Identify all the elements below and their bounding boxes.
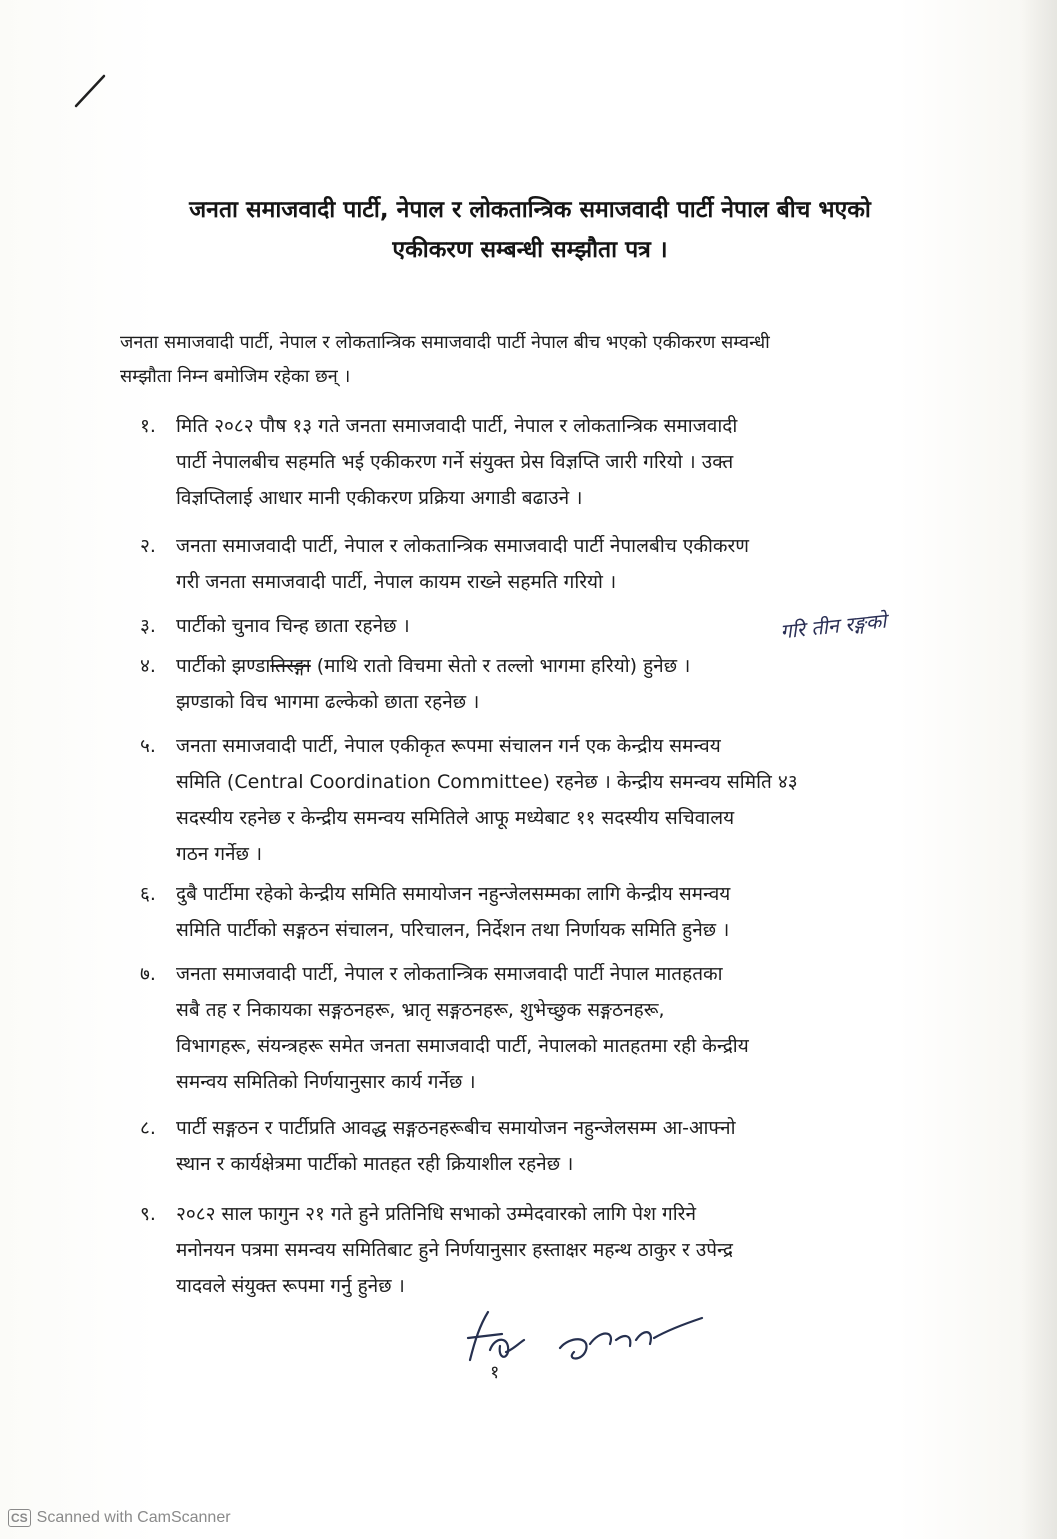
item-line: सदस्यीय रहनेछ र केन्द्रीय समन्वय समितिले आफू मध्येबाट ११ सदस्यीय सचिवालय <box>176 807 735 829</box>
item-line: झण्डाको विच भागमा ढल्केको छाता रहनेछ । <box>176 691 480 713</box>
watermark-label: Scanned with CamScanner <box>36 1509 231 1526</box>
item-line-end: (माथि रातो विचमा सेतो र तल्लो भागमा हरियो) हुनेछ । <box>310 655 691 677</box>
item-number: ४. <box>140 655 156 677</box>
item-line: दुबै पार्टीमा रहेको केन्द्रीय समिति समायोजन नहुन्जेलसम्मका लागि केन्द्रीय समन्वय <box>176 883 731 905</box>
title-line: जनता समाजवादी पार्टी, नेपाल र लोकतान्त्रिक समाजवादी पार्टी नेपाल बीच भएको <box>189 197 871 223</box>
agreement-item-6 <box>140 876 930 948</box>
item-line: पार्टी नेपालबीच सहमति भई एकीकरण गर्ने संयुक्त प्रेस विज्ञप्ति जारी गरियो । उक्त <box>176 451 734 473</box>
item-line: मिति २०८२ पौष १३ गते जनता समाजवादी पार्टी, नेपाल र लोकतान्त्रिक समाजवादी <box>176 415 738 437</box>
struck-word: तिरङ्गा <box>270 655 311 677</box>
page-edge-shadow <box>1021 0 1057 1539</box>
item-number: ६. <box>140 883 156 905</box>
scanner-watermark <box>8 1506 231 1530</box>
intro-line: सम्झौता निम्न बमोजिम रहेका छन् । <box>120 366 351 387</box>
item-line: पार्टी सङ्गठन र पार्टीप्रति आवद्ध सङ्गठनहरूबीच समायोजन नहुन्जेलसम्म आ-आफ्नो <box>176 1117 736 1139</box>
item-line: विभागहरू, संयन्त्रहरू समेत जनता समाजवादी पार्टी, नेपालको मातहतमा रही केन्द्रीय <box>176 1035 749 1057</box>
signature-2 <box>560 1318 702 1359</box>
item-number: १. <box>140 415 156 437</box>
item-line: समिति पार्टीको सङ्गठन संचालन, परिचालन, निर्देशन तथा निर्णायक समिति हुनेछ । <box>176 919 730 941</box>
item-line: स्थान र कार्यक्षेत्रमा पार्टीको मातहत रही क्रियाशील रहनेछ । <box>176 1153 574 1175</box>
item-line: २०८२ साल फागुन २१ गते हुने प्रतिनिधि सभाको उम्मेदवारको लागि पेश गरिने <box>176 1203 696 1225</box>
agreement-item-2 <box>140 528 930 600</box>
intro-paragraph <box>120 326 940 394</box>
agreement-item-1 <box>140 408 930 516</box>
signature-1 <box>468 1312 524 1360</box>
item-line: पार्टीको चुनाव चिन्ह छाता रहनेछ । <box>176 615 410 637</box>
item-line: समिति (Central Coordination Committee) रहनेछ । केन्द्रीय समन्वय समिति ४३ <box>176 771 798 793</box>
signatures <box>440 1300 720 1390</box>
item-number: ५. <box>140 735 156 757</box>
item-number: ७. <box>140 963 156 985</box>
item-line-start: पार्टीको झण्डा <box>176 655 271 677</box>
item-line: गरी जनता समाजवादी पार्टी, नेपाल कायम राख्ने सहमति गरियो । <box>176 571 617 593</box>
item-line: यादवले संयुक्त रूपमा गर्नु हुनेछ । <box>176 1275 405 1297</box>
item-line: विज्ञप्तिलाई आधार मानी एकीकरण प्रक्रिया अगाडी बढाउने । <box>176 487 583 509</box>
item-line: जनता समाजवादी पार्टी, नेपाल एकीकृत रूपमा संचालन गर्न एक केन्द्रीय समन्वय <box>176 735 721 757</box>
page-number: १ <box>490 1362 500 1383</box>
agreement-item-8 <box>140 1110 930 1182</box>
title-line: एकीकरण सम्बन्धी सम्झौता पत्र । <box>392 237 668 263</box>
item-line: जनता समाजवादी पार्टी, नेपाल र लोकतान्त्रिक समाजवादी पार्टी नेपालबीच एकीकरण <box>176 535 749 557</box>
agreement-item-5 <box>140 728 930 872</box>
handwritten-insert: गरि तीन रङ्गको <box>779 608 888 644</box>
pen-tick-mark <box>70 70 110 110</box>
item-line: समन्वय समितिको निर्णयानुसार कार्य गर्नेछ । <box>176 1071 476 1093</box>
item-line: मनोनयन पत्रमा समन्वय समितिबाट हुने निर्णयानुसार हस्ताक्षर महन्थ ठाकुर र उपेन्द्र <box>176 1239 734 1261</box>
item-number: २. <box>140 535 156 557</box>
agreement-item-9 <box>140 1196 930 1304</box>
camscanner-logo-icon: CS <box>8 1509 31 1527</box>
item-line: सबै तह र निकायका सङ्गठनहरू, भ्रातृ सङ्गठनहरू, शुभेच्छुक सङ्गठनहरू, <box>176 999 665 1021</box>
item-number: ९. <box>140 1203 156 1225</box>
item-number: ८. <box>140 1117 156 1139</box>
item-line: गठन गर्नेछ । <box>176 843 263 865</box>
agreement-item-4 <box>140 648 930 720</box>
item-number: ३. <box>140 615 156 637</box>
document-title <box>90 190 970 270</box>
intro-line: जनता समाजवादी पार्टी, नेपाल र लोकतान्त्रिक समाजवादी पार्टी नेपाल बीच भएको एकीकरण सम्वन्धी <box>120 332 770 353</box>
agreement-item-7 <box>140 956 930 1100</box>
item-line: जनता समाजवादी पार्टी, नेपाल र लोकतान्त्रिक समाजवादी पार्टी नेपाल मातहतका <box>176 963 723 985</box>
